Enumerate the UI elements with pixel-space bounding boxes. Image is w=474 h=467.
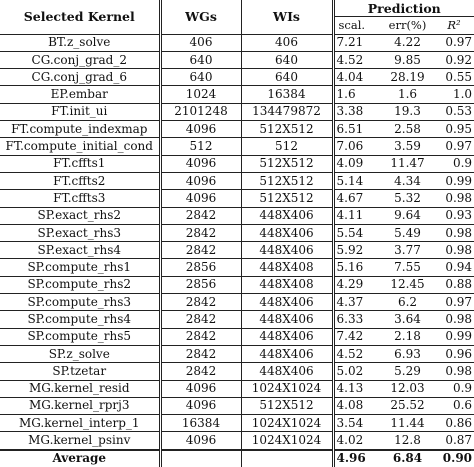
cell-err: 6.93	[381, 345, 434, 362]
table-row	[0, 172, 474, 189]
cell-wgs: 2842	[160, 224, 241, 241]
cell-wgs: 1024	[160, 86, 241, 103]
cell-err: 4.34	[381, 172, 434, 189]
cell-wis: 1024X1024	[241, 380, 333, 397]
cell-scal: 4.29	[333, 276, 381, 293]
cell-wgs: 2842	[160, 363, 241, 380]
cell-kernel: FT.compute_indexmap	[0, 121, 160, 138]
cell-scal: 5.92	[333, 242, 381, 259]
table-row	[0, 34, 474, 51]
cell-wgs: 16384	[160, 415, 241, 432]
cell-wgs: 2842	[160, 345, 241, 362]
cell-r2: 0.55	[434, 69, 474, 86]
cell-wis: 512X512	[241, 190, 333, 207]
cell-kernel: MG.kernel_psinv	[0, 432, 160, 450]
cell-scal: 7.21	[333, 34, 381, 51]
cell-wis: 512X512	[241, 397, 333, 414]
cell-wgs: 2842	[160, 328, 241, 345]
cell-err: 5.49	[381, 224, 434, 241]
cell-kernel: SP.exact_rhs2	[0, 207, 160, 224]
cell-r2: 0.87	[434, 432, 474, 450]
cell-wis: 448X406	[241, 224, 333, 241]
cell-err: 1.6	[381, 86, 434, 103]
table-row	[0, 138, 474, 155]
cell-r2: 0.86	[434, 415, 474, 432]
cell-wgs: 2842	[160, 294, 241, 311]
cell-r2: 1.0	[434, 86, 474, 103]
table-row	[0, 415, 474, 432]
table-row	[0, 103, 474, 120]
cell-err: 11.44	[381, 415, 434, 432]
cell-scal: 4.52	[333, 345, 381, 362]
cell-wgs: 640	[160, 69, 241, 86]
table-row	[0, 51, 474, 68]
cell-err: 9.64	[381, 207, 434, 224]
cell-scal: 5.54	[333, 224, 381, 241]
cell-wis: 1024X1024	[241, 415, 333, 432]
cell-scal: 4.11	[333, 207, 381, 224]
cell-r2: 0.95	[434, 121, 474, 138]
cell-scal: 7.06	[333, 138, 381, 155]
cell-scal: 4.67	[333, 190, 381, 207]
cell-wis: 448X406	[241, 294, 333, 311]
cell-scal: 4.37	[333, 294, 381, 311]
cell-scal: 5.14	[333, 172, 381, 189]
cell-kernel: CG.conj_grad_2	[0, 51, 160, 68]
cell-r2: 0.98	[434, 242, 474, 259]
cell-kernel: SP.exact_rhs3	[0, 224, 160, 241]
cell-r2: 0.98	[434, 363, 474, 380]
cell-err: 2.58	[381, 121, 434, 138]
cell-wgs: 640	[160, 51, 241, 68]
header-err: err(%)	[388, 17, 427, 32]
cell-wgs: 2842	[160, 311, 241, 328]
cell-wis: 640	[241, 51, 333, 68]
cell-wgs: 4096	[160, 380, 241, 397]
cell-wgs: 4096	[160, 397, 241, 414]
cell-kernel: FT.cffts1	[0, 155, 160, 172]
cell-err: 25.52	[381, 397, 434, 414]
table-body	[0, 34, 474, 467]
cell-wis: 134479872	[241, 103, 333, 120]
cell-wis: 448X406	[241, 207, 333, 224]
cell-kernel: SP.compute_rhs1	[0, 259, 160, 276]
table-row	[0, 242, 474, 259]
cell-wis: 406	[241, 34, 333, 51]
cell-scal: 4.04	[333, 69, 381, 86]
cell-r2: 0.96	[434, 345, 474, 362]
cell-scal: 1.6	[333, 86, 381, 103]
header-wgs: WGs	[160, 0, 241, 34]
cell-wgs: 2856	[160, 276, 241, 293]
table-row	[0, 294, 474, 311]
cell-wgs: 4096	[160, 432, 241, 450]
table-row	[0, 207, 474, 224]
table-row	[0, 69, 474, 86]
cell-err: 12.8	[381, 432, 434, 450]
cell-r2: 0.99	[434, 172, 474, 189]
cell-kernel: MG.kernel_resid	[0, 380, 160, 397]
cell-kernel: FT.cffts3	[0, 190, 160, 207]
header-wis: WIs	[241, 0, 333, 34]
cell-wgs: 2856	[160, 259, 241, 276]
header-r2: R²	[447, 17, 461, 32]
cell-kernel: MG.kernel_interp_1	[0, 415, 160, 432]
cell-kernel: EP.embar	[0, 86, 160, 103]
table-row	[0, 86, 474, 103]
cell-kernel: BT.z_solve	[0, 34, 160, 51]
cell-wis: 448X406	[241, 363, 333, 380]
cell-scal: 5.16	[333, 259, 381, 276]
cell-scal: 4.52	[333, 51, 381, 68]
cell-kernel: MG.kernel_rprj3	[0, 397, 160, 414]
cell-r2: 0.98	[434, 190, 474, 207]
average-err: 6.84	[381, 450, 434, 467]
cell-kernel: SP.tzetar	[0, 363, 160, 380]
table-row	[0, 363, 474, 380]
cell-r2: 0.99	[434, 328, 474, 345]
cell-wgs: 4096	[160, 190, 241, 207]
cell-scal: 4.02	[333, 432, 381, 450]
table-row	[0, 397, 474, 414]
cell-r2: 0.9	[434, 380, 474, 397]
average-scal: 4.96	[333, 450, 381, 467]
average-row	[0, 450, 474, 467]
cell-wgs: 406	[160, 34, 241, 51]
cell-r2: 0.9	[434, 155, 474, 172]
table-row	[0, 121, 474, 138]
cell-wis: 448X406	[241, 242, 333, 259]
table-row	[0, 380, 474, 397]
cell-scal: 4.09	[333, 155, 381, 172]
table-row	[0, 276, 474, 293]
cell-scal: 5.02	[333, 363, 381, 380]
cell-err: 12.03	[381, 380, 434, 397]
cell-r2: 0.88	[434, 276, 474, 293]
cell-err: 4.22	[381, 34, 434, 51]
cell-wgs: 4096	[160, 172, 241, 189]
cell-err: 11.47	[381, 155, 434, 172]
cell-kernel: SP.compute_rhs3	[0, 294, 160, 311]
cell-scal: 6.33	[333, 311, 381, 328]
cell-kernel: SP.exact_rhs4	[0, 242, 160, 259]
cell-r2: 0.94	[434, 259, 474, 276]
cell-wis: 448X408	[241, 259, 333, 276]
cell-wis: 640	[241, 69, 333, 86]
cell-r2: 0.93	[434, 207, 474, 224]
average-wis-empty	[241, 450, 333, 467]
cell-wis: 1024X1024	[241, 432, 333, 450]
cell-r2: 0.97	[434, 34, 474, 51]
average-label: Average	[0, 450, 160, 467]
cell-wis: 16384	[241, 86, 333, 103]
cell-err: 2.18	[381, 328, 434, 345]
table-row	[0, 190, 474, 207]
table-row	[0, 224, 474, 241]
header-scal: scal.	[338, 17, 366, 32]
cell-wis: 512	[241, 138, 333, 155]
cell-kernel: SP.compute_rhs2	[0, 276, 160, 293]
table-row	[0, 311, 474, 328]
cell-kernel: CG.conj_grad_6	[0, 69, 160, 86]
cell-r2: 0.98	[434, 311, 474, 328]
header-selected-kernel: Selected Kernel	[0, 0, 160, 34]
cell-scal: 4.13	[333, 380, 381, 397]
cell-wis: 448X408	[241, 276, 333, 293]
table-row	[0, 345, 474, 362]
cell-wgs: 2842	[160, 207, 241, 224]
table-row	[0, 432, 474, 450]
header-prediction: Prediction	[333, 0, 474, 17]
cell-r2: 0.97	[434, 294, 474, 311]
cell-wis: 512X512	[241, 155, 333, 172]
cell-r2: 0.6	[434, 397, 474, 414]
cell-err: 5.29	[381, 363, 434, 380]
cell-wis: 512X512	[241, 172, 333, 189]
cell-r2: 0.97	[434, 138, 474, 155]
cell-err: 6.2	[381, 294, 434, 311]
average-wgs-empty	[160, 450, 241, 467]
cell-kernel: SP.compute_rhs5	[0, 328, 160, 345]
cell-kernel: FT.init_ui	[0, 103, 160, 120]
cell-err: 28.19	[381, 69, 434, 86]
cell-wis: 448X406	[241, 311, 333, 328]
table-row	[0, 155, 474, 172]
table-row	[0, 328, 474, 345]
cell-err: 9.85	[381, 51, 434, 68]
cell-wgs: 2842	[160, 242, 241, 259]
cell-err: 12.45	[381, 276, 434, 293]
cell-wis: 448X406	[241, 328, 333, 345]
cell-r2: 0.92	[434, 51, 474, 68]
cell-wgs: 4096	[160, 121, 241, 138]
cell-scal: 3.54	[333, 415, 381, 432]
cell-err: 3.77	[381, 242, 434, 259]
cell-wgs: 2101248	[160, 103, 241, 120]
cell-kernel: FT.compute_initial_cond	[0, 138, 160, 155]
cell-scal: 4.08	[333, 397, 381, 414]
cell-r2: 0.98	[434, 224, 474, 241]
cell-r2: 0.53	[434, 103, 474, 120]
cell-wis: 448X406	[241, 345, 333, 362]
cell-err: 7.55	[381, 259, 434, 276]
cell-kernel: SP.z_solve	[0, 345, 160, 362]
cell-kernel: SP.compute_rhs4	[0, 311, 160, 328]
table-row	[0, 259, 474, 276]
cell-err: 19.3	[381, 103, 434, 120]
cell-wgs: 4096	[160, 155, 241, 172]
cell-wgs: 512	[160, 138, 241, 155]
average-r2: 0.90	[434, 450, 474, 467]
cell-err: 3.64	[381, 311, 434, 328]
cell-err: 3.59	[381, 138, 434, 155]
cell-wis: 512X512	[241, 121, 333, 138]
cell-kernel: FT.cffts2	[0, 172, 160, 189]
cell-scal: 6.51	[333, 121, 381, 138]
cell-scal: 3.38	[333, 103, 381, 120]
cell-err: 5.32	[381, 190, 434, 207]
cell-scal: 7.42	[333, 328, 381, 345]
